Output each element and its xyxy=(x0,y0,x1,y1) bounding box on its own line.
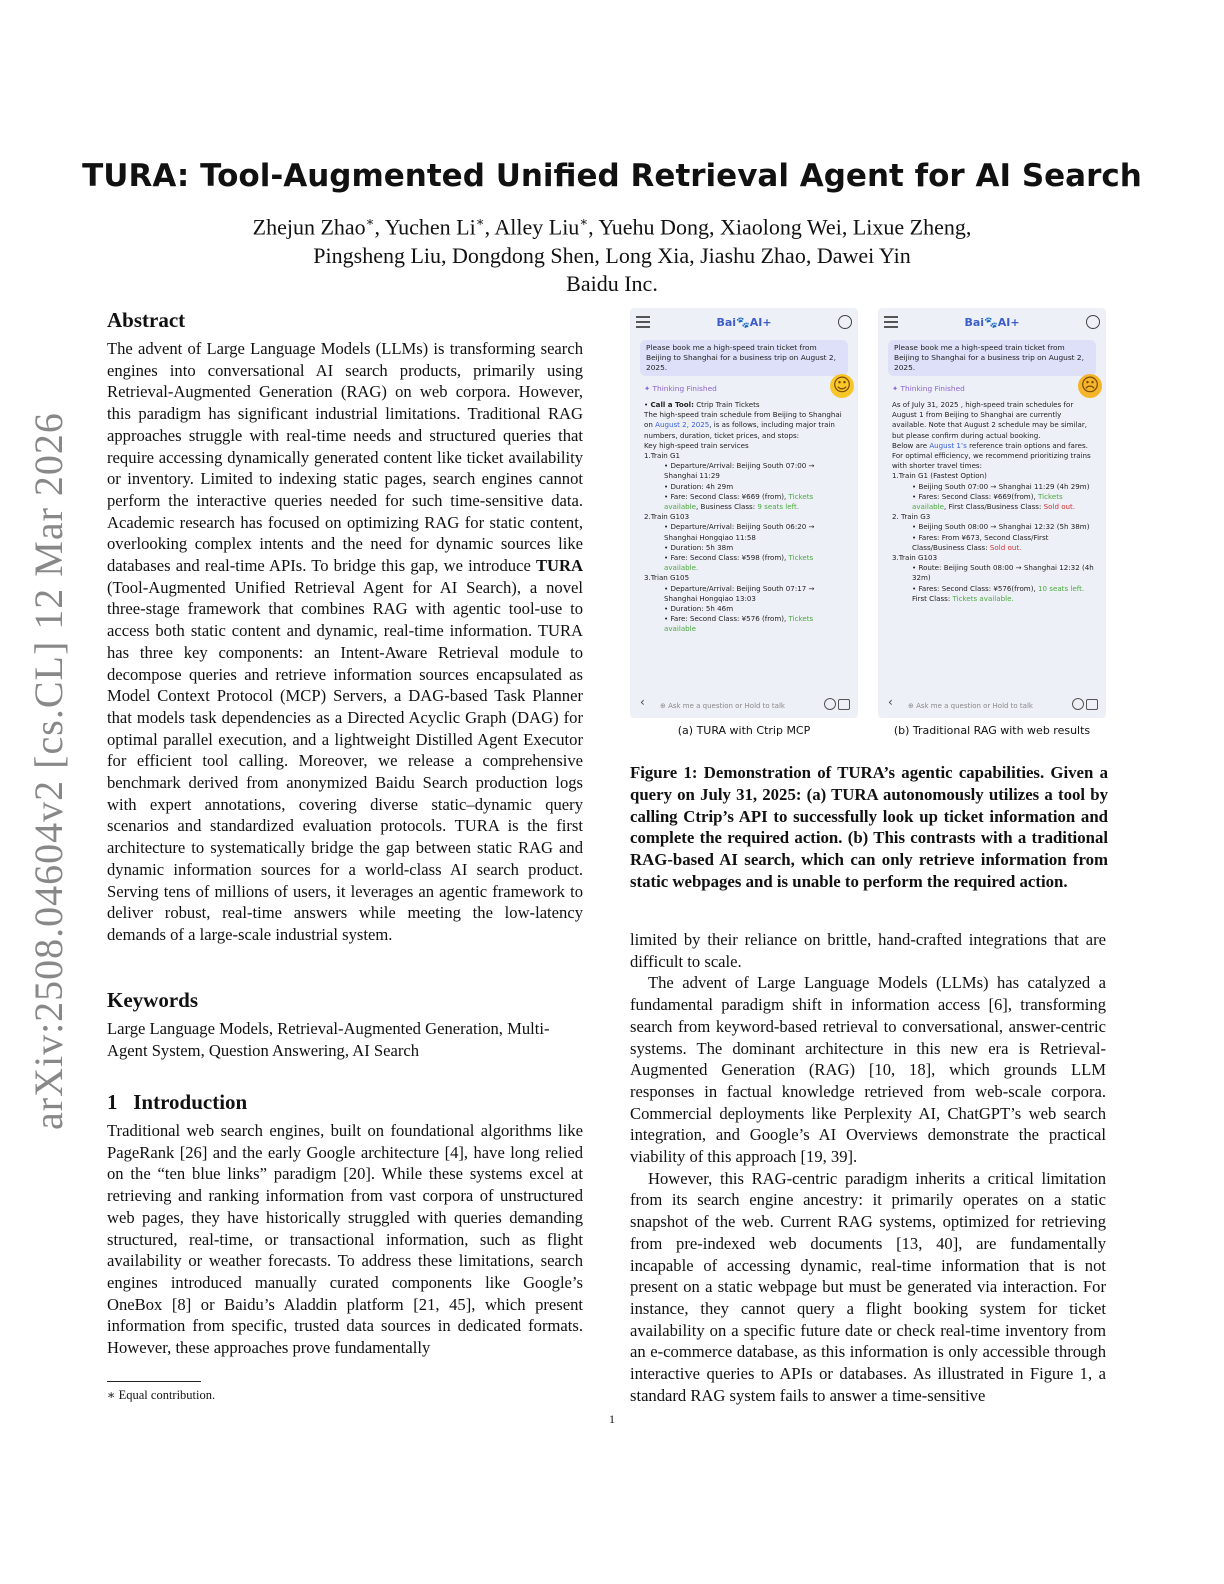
ask-input-placeholder: ⊕ Ask me a question or Hold to talk xyxy=(908,702,1033,710)
app-input-bar xyxy=(878,688,1106,718)
author: Xiaolong Wei xyxy=(719,214,842,240)
microphone-icon xyxy=(1072,698,1084,710)
phone-screenshot-tura xyxy=(630,308,858,718)
ask-input-placeholder: ⊕ Ask me a question or Hold to talk xyxy=(660,702,785,710)
author: Zhejun Zhao xyxy=(252,214,366,240)
figure-1 xyxy=(630,308,1106,738)
camera-icon xyxy=(838,699,850,710)
acronym-expansion: (Tool-Augmented Unified Retrieval Agent for AI Search) xyxy=(107,577,517,597)
camera-icon xyxy=(1086,699,1098,710)
phone-screenshot-rag xyxy=(878,308,1106,718)
subcaption-b: (b) Traditional RAG with web results xyxy=(893,724,1091,737)
microphone-icon xyxy=(824,698,836,710)
back-arrow-icon: ‹ xyxy=(640,695,645,709)
paper-title: TURA: Tool-Augmented Unified Retrieval Agent for AI Search xyxy=(82,158,1142,194)
back-arrow-icon: ‹ xyxy=(888,695,893,709)
user-query-bubble: Please book me a high-speed train ticket from Beijing to Shanghai for a business trip on August 2, 2025. xyxy=(888,340,1096,376)
keywords-text: Large Language Models, Retrieval-Augmented Generation, Multi-Agent System, Question Answering, AI Search xyxy=(107,1019,550,1060)
author-list-line2: Pingsheng Liu, Dongdong Shen, Long Xia, Jiashu Zhao, Dawei Yin xyxy=(313,243,911,268)
author: Alley Liu xyxy=(494,214,580,240)
app-input-bar xyxy=(630,688,858,718)
tura-answer: • Call a Tool: Ctrip Train Tickets The high-speed train schedule from Beijing to Shanghai on August 2, 2025, is as follows, including major train numbers, duration, ticket prices, and stops: Key high-speed train services 1.Train G1 • Departure/Arrival: Beijing South 07:00 → Shanghai 11:29 • Duration: 4h 29m • Fare: Second Class: ¥669 (from), Tickets available, Business Class: 9 seats left. 2.Train G103 • Departure/Arrival: Beijing South 06:20 → Shanghai Hongqiao 11:58 • Duration: 5h 38m • Fare: Second Class: ¥598 (from), Tickets available. 3.Trian G105 • Departure/Arrival: Beijing South 07:17 → Shanghai Hongqiao 13:03 • Duration: 5h 46m • Fare: Second Class: ¥576 (from), Tickets available xyxy=(644,400,842,634)
author: Lixue Zheng xyxy=(852,214,966,240)
subcaption-a: (a) TURA with Ctrip MCP xyxy=(677,724,811,737)
rag-answer: As of July 31, 2025 , high-speed train schedules for August 1 from Beijing to Shanghai are currently available. Note that August 2 schedule may be similar, but please confirm during actual booking. Below are August 1’s reference train options and fares. For optimal efficiency, we recommend prioritizing trains with shorter travel times: 1.Train G1 (Fastest Option) • Beijing South 07:00 → Shanghai 11:29 (4h 29m) • Fares: Second Class: ¥669(from), Tickets available, First Class/Business Class: Sold out. 2. Train G3 • Beijing South 08:00 → Shanghai 12:32 (5h 38m) • Fares: From ¥673, Second Class/First Class/Business Class: Sold out. 3.Train G103 • Route: Beijing South 08:00 → Shanghai 12:32 (4h 32m) • Fares: Second Class: ¥576(from), 10 seats left. First Class: Tickets available. xyxy=(892,400,1094,603)
thinking-status: ✦ Thinking Finished xyxy=(892,384,965,393)
app-top-bar xyxy=(878,308,1106,338)
author: Yuehu Dong xyxy=(598,214,709,240)
footnote-divider xyxy=(107,1381,201,1382)
thinking-status: ✦ Thinking Finished xyxy=(644,384,717,393)
app-top-bar xyxy=(630,308,858,338)
keywords-heading: Keywords xyxy=(107,988,198,1012)
author-list-line1: Zhejun Zhao∗, Yuchen Li∗, Alley Liu∗, Yuehu Dong, Xiaolong Wei, Lixue Zheng, xyxy=(252,214,972,240)
footnote: ∗ Equal contribution. xyxy=(107,1388,216,1402)
abstract-heading: Abstract xyxy=(107,308,186,332)
affiliation: Baidu Inc. xyxy=(566,271,658,296)
app-logo: Bai🐾AI+ xyxy=(964,316,1020,329)
tura-name: TURA xyxy=(535,556,583,576)
abstract-text: The advent of Large Language Models (LLMs) is transforming search engines into conversational AI search products, primarily using Retrieval-Augmented Generation (RAG) on web corpora. However, this paradigm has significant industrial limitations. Traditional RAG approaches struggle with real-time needs and structured queries that require accessing dynamically generated content like ticket availability or inventory. Limited to indexing static pages, search engines cannot perform the interactive queries needed for such time-sensitive data. Academic research has focused on optimizing RAG for static content, overlooking complex intents and the need for dynamic sources like databases and real-time APIs. To bridge this gap, we introduce TURA (Tool-Augmented Unified Retrieval Agent for AI Search), a novel three-stage framework that combines RAG with agentic tool-use to access both static content and dynamic, real-time information. TURA has three key components: an Intent-Aware Retrieval module to decompose queries and retrieve information sources encapsulated as Model Context Protocol (MCP) Servers, a DAG-based Task Planner that models task dependencies as a Directed Acyclic Graph (DAG) for optimal parallel execution, and a lightweight Distilled Agent Executor for efficient tool calling. Moreover, we release a comprehensive benchmark derived from anonymized Baidu Search production logs with expert annotations, covering diverse static–dynamic query scenarios and standardized evaluation protocols. TURA is the first architecture to systematically bridge the gap between static RAG and dynamic information sources for a world-class AI search product. Serving tens of millions of users, it leverages an agentic framework to deliver robust, real-time answers while meeting the low-latency demands of a large-scale industrial system. xyxy=(107,339,583,944)
arxiv-identifier: arXiv:2508.04604v2 [cs.CL] 12 Mar 2026 xyxy=(26,412,71,1130)
app-logo: Bai🐾AI+ xyxy=(716,316,772,329)
figure-caption: Figure 1: Demonstration of TURA’s agentic capabilities. Given a query on July 31, 2025: (a) TURA autonomously utilizes a tool by calling Ctrip’s API to successfully look up ticket information and complete the required action. (b) This contrasts with a traditional RAG-based AI search, which can only retrieve information from static webpages and is unable to perform the required action. xyxy=(630,763,1108,891)
new-chat-icon xyxy=(1086,315,1100,329)
happy-face-icon: ☺ xyxy=(830,374,854,398)
author: Yuchen Li xyxy=(384,214,476,240)
user-query-bubble: Please book me a high-speed train ticket from Beijing to Shanghai for a business trip on August 2, 2025. xyxy=(640,340,848,376)
introduction-paragraph: Traditional web search engines, built on foundational algorithms like PageRank [26] and the early Google architecture [4], have long relied on the “ten blue links” paradigm [20]. While these systems excel at retrieving and ranking information from vast corpora of unstructured web pages, they have historically struggled with queries demanding structured, real-time, or transactional information, such as flight availability or weather forecasts. To address these limitations, search engines introduced manually curated components like Google’s OneBox [8] or Baidu’s Aladdin platform [21, 45], which present information from specific, trusted data sources in dedicated formats. However, these approaches prove fundamentally xyxy=(107,1121,583,1358)
section-heading-introduction: 1 Introduction xyxy=(107,1090,248,1114)
new-chat-icon xyxy=(838,315,852,329)
page-number: 1 xyxy=(609,1412,615,1426)
introduction-continued: limited by their reliance on brittle, hand-crafted integrations that are difficult to scale. The advent of Large Language Models (LLMs) has catalyzed a fundamental paradigm shift in information access [6], transforming search from keyword-based retrieval to conversational, answer-centric systems. The dominant architecture in this new era is Retrieval-Augmented Generation (RAG) [10, 18], which grounds LLM responses in factual knowledge retrieved from web-scale corpora. Commercial deployments like Perplexity AI, ChatGPT’s web search integration, and Google’s AI Overviews demonstrate the practical viability of this approach [19, 39]. However, this RAG-centric paradigm inherits a critical limitation from its search engine ancestry: it primarily operates on a static snapshot of the web. Current RAG systems, optimized for retrieving from pre-indexed web documents [13, 40], are fundamentally incapable of accessing dynamic, real-time information that is not present on a static webpage but must be generated via interaction. For instance, they cannot query a flight booking system for ticket availability on a specific future date or check real-time inventory from an e-commerce database, as this information is only accessible through interactive queries to APIs or databases. As illustrated in Figure 1, a standard RAG system fails to answer a time-sensitive xyxy=(630,930,1106,1405)
sad-face-icon: ☹ xyxy=(1078,374,1102,398)
